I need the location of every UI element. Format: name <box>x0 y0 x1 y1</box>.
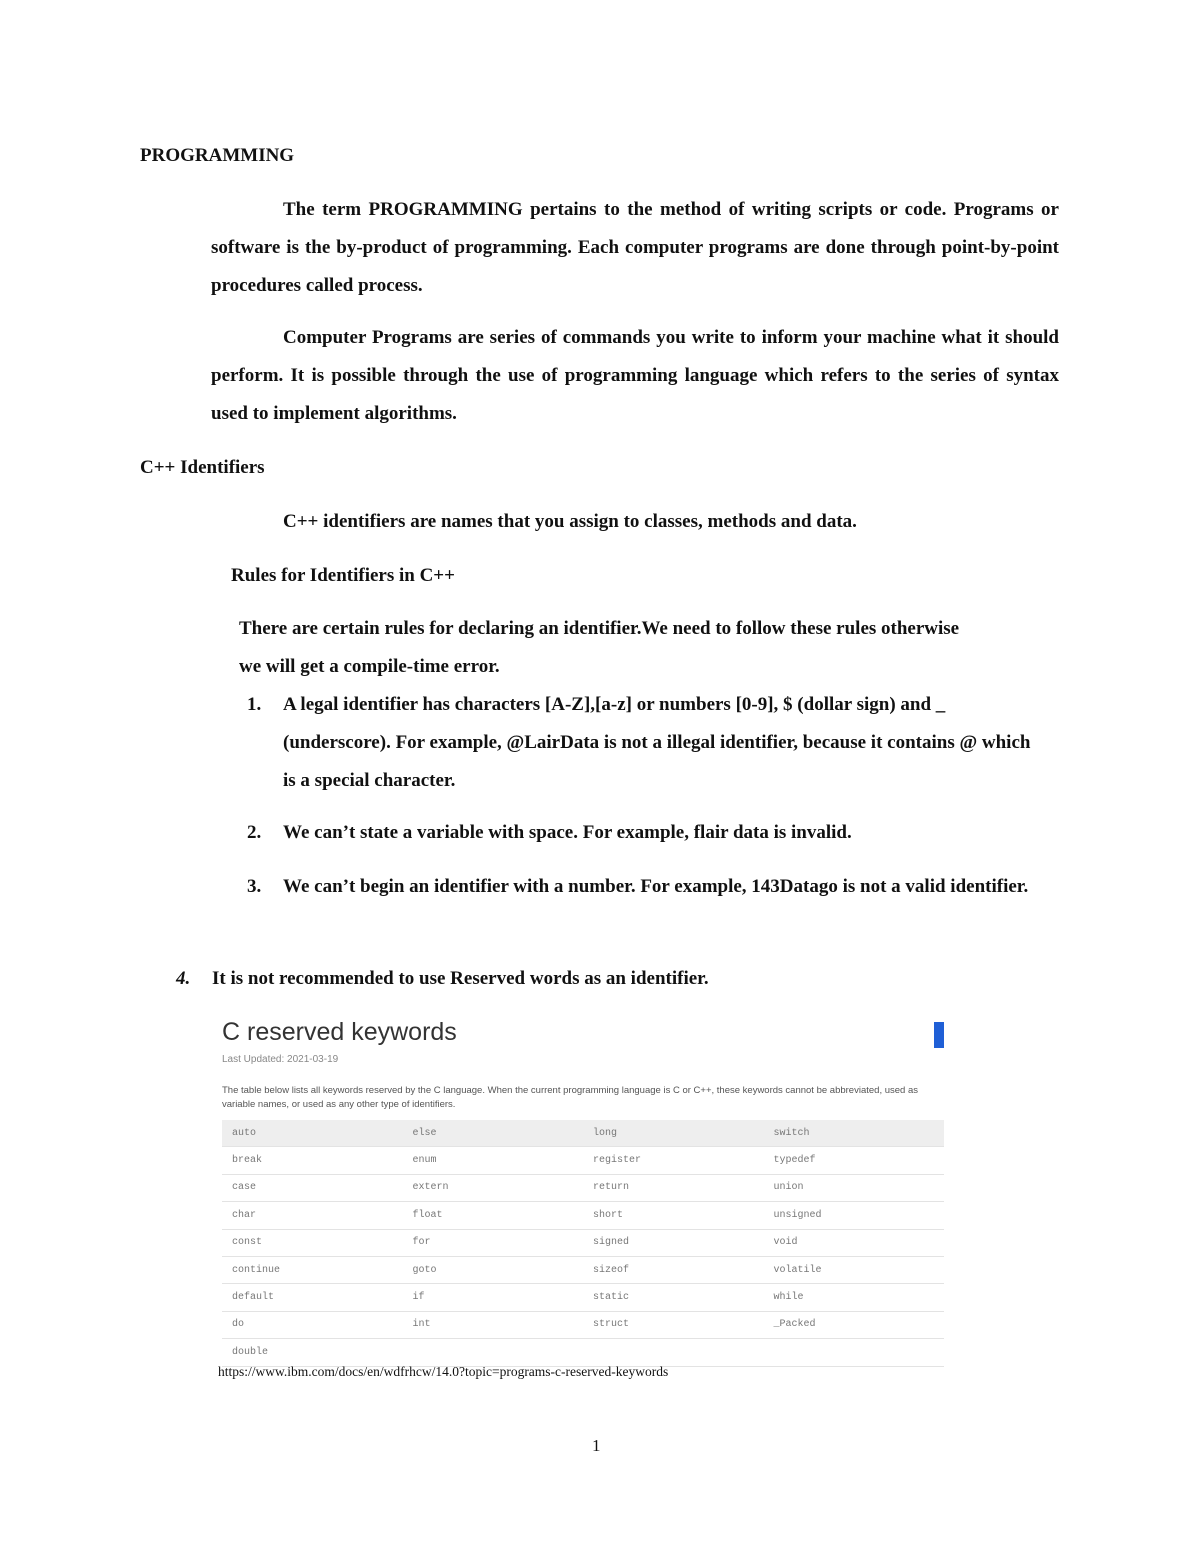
keyword-cell: do <box>222 1311 403 1338</box>
keyword-cell <box>764 1339 945 1366</box>
keyword-cell: goto <box>403 1256 584 1283</box>
paragraph-rules-intro: There are certain rules for declaring an identifier.We need to follow these rules otherwise we will get a compile-time error. <box>239 618 960 677</box>
keyword-cell: register <box>583 1147 764 1174</box>
heading-cpp-identifiers: C++ Identifiers <box>140 457 265 478</box>
table-row <box>222 1339 944 1366</box>
paragraph-computer-programs: Computer Programs are series of commands you write to inform your machine what it should perform. It is possible through the use of programming language which refers to the series of syntax used to implement algorithms. <box>211 327 1059 424</box>
list-item-text: A legal identifier has characters [A-Z],[a-z] or numbers [0-9], $ (dollar sign) and _ (underscore). For example, @LairData is not a illegal identifier, because it contains @ which is a special character. <box>283 694 1031 791</box>
keyword-cell: signed <box>583 1229 764 1256</box>
keyword-cell: float <box>403 1202 584 1229</box>
table-row <box>222 1147 944 1174</box>
keyword-cell: sizeof <box>583 1256 764 1283</box>
keyword-cell: while <box>764 1284 945 1311</box>
keyword-cell: default <box>222 1284 403 1311</box>
heading-rules-for-identifiers: Rules for Identifiers in C++ <box>231 565 455 586</box>
keyword-cell: if <box>403 1284 584 1311</box>
keyword-cell: int <box>403 1311 584 1338</box>
para1-text-pre: The term <box>283 199 369 220</box>
table-row <box>222 1284 944 1311</box>
keyword-cell: enum <box>403 1147 584 1174</box>
screenshot-last-updated: Last Updated: 2021-03-19 <box>222 1054 339 1065</box>
keyword-cell: static <box>583 1284 764 1311</box>
table-row <box>222 1120 944 1147</box>
list-item-rule-2 <box>247 814 1043 852</box>
keywords-table <box>222 1120 944 1367</box>
heading-programming: PROGRAMMING <box>140 145 295 166</box>
keyword-cell: const <box>222 1229 403 1256</box>
keyword-cell: union <box>764 1174 945 1201</box>
list-item-rule-1 <box>247 686 1043 800</box>
table-row <box>222 1256 944 1283</box>
list-number: 1. <box>247 694 262 715</box>
keyword-cell: case <box>222 1174 403 1201</box>
keyword-cell: char <box>222 1202 403 1229</box>
keyword-cell: short <box>583 1202 764 1229</box>
keyword-cell: return <box>583 1174 764 1201</box>
keyword-cell: continue <box>222 1256 403 1283</box>
list-item-text: We can’t state a variable with space. For example, flair data is invalid. <box>283 822 852 843</box>
keyword-cell: break <box>222 1147 403 1174</box>
table-row <box>222 1202 944 1229</box>
paragraph-programming-definition <box>211 191 1059 305</box>
screenshot-intro-text: The table below lists all keywords reserved by the C language. When the current programming language is C or C++, these keywords cannot be abbreviated, used as variable names, or used as any other type of identifiers. <box>222 1085 918 1110</box>
list-item-text: It is not recommended to use Reserved words as an identifier. <box>212 968 709 989</box>
reference-url: https://www.ibm.com/docs/en/wdfrhcw/14.0?topic=programs-c-reserved-keywords <box>218 1364 669 1379</box>
list-number: 2. <box>247 822 262 843</box>
keyword-cell: _Packed <box>764 1311 945 1338</box>
keyword-cell <box>583 1339 764 1366</box>
list-item-rule-4 <box>176 960 1052 998</box>
keyword-cell: else <box>403 1120 584 1147</box>
keyword-cell: for <box>403 1229 584 1256</box>
keyword-cell: unsigned <box>764 1202 945 1229</box>
list-item-text: We can’t begin an identifier with a number. For example, 143Datago is not a valid identifier. <box>283 876 1029 897</box>
list-number: 3. <box>247 876 262 897</box>
keyword-cell: auto <box>222 1120 403 1147</box>
table-row <box>222 1174 944 1201</box>
keyword-cell: volatile <box>764 1256 945 1283</box>
para1-text-post: pertains to the method of writing scripts or code. Programs or software is the by-product of programming. Each computer programs are done through point-by-point procedures called process. <box>211 199 1059 296</box>
para1-term: PROGRAMMING <box>368 199 523 220</box>
keyword-cell: double <box>222 1339 403 1366</box>
keyword-cell: extern <box>403 1174 584 1201</box>
table-row <box>222 1311 944 1338</box>
page-number: 1 <box>592 1436 601 1455</box>
screenshot-accent-marker <box>934 1022 944 1048</box>
keyword-cell <box>403 1339 584 1366</box>
keyword-cell: switch <box>764 1120 945 1147</box>
table-row <box>222 1229 944 1256</box>
keyword-cell: void <box>764 1229 945 1256</box>
keyword-cell: struct <box>583 1311 764 1338</box>
list-number: 4. <box>176 968 191 989</box>
keyword-cell: typedef <box>764 1147 945 1174</box>
screenshot-title: C reserved keywords <box>222 1018 457 1046</box>
list-item-rule-3 <box>247 868 1043 906</box>
reserved-keywords-screenshot <box>218 1016 946 1358</box>
keyword-cell: long <box>583 1120 764 1147</box>
paragraph-identifiers-definition: C++ identifiers are names that you assign to classes, methods and data. <box>283 511 857 532</box>
